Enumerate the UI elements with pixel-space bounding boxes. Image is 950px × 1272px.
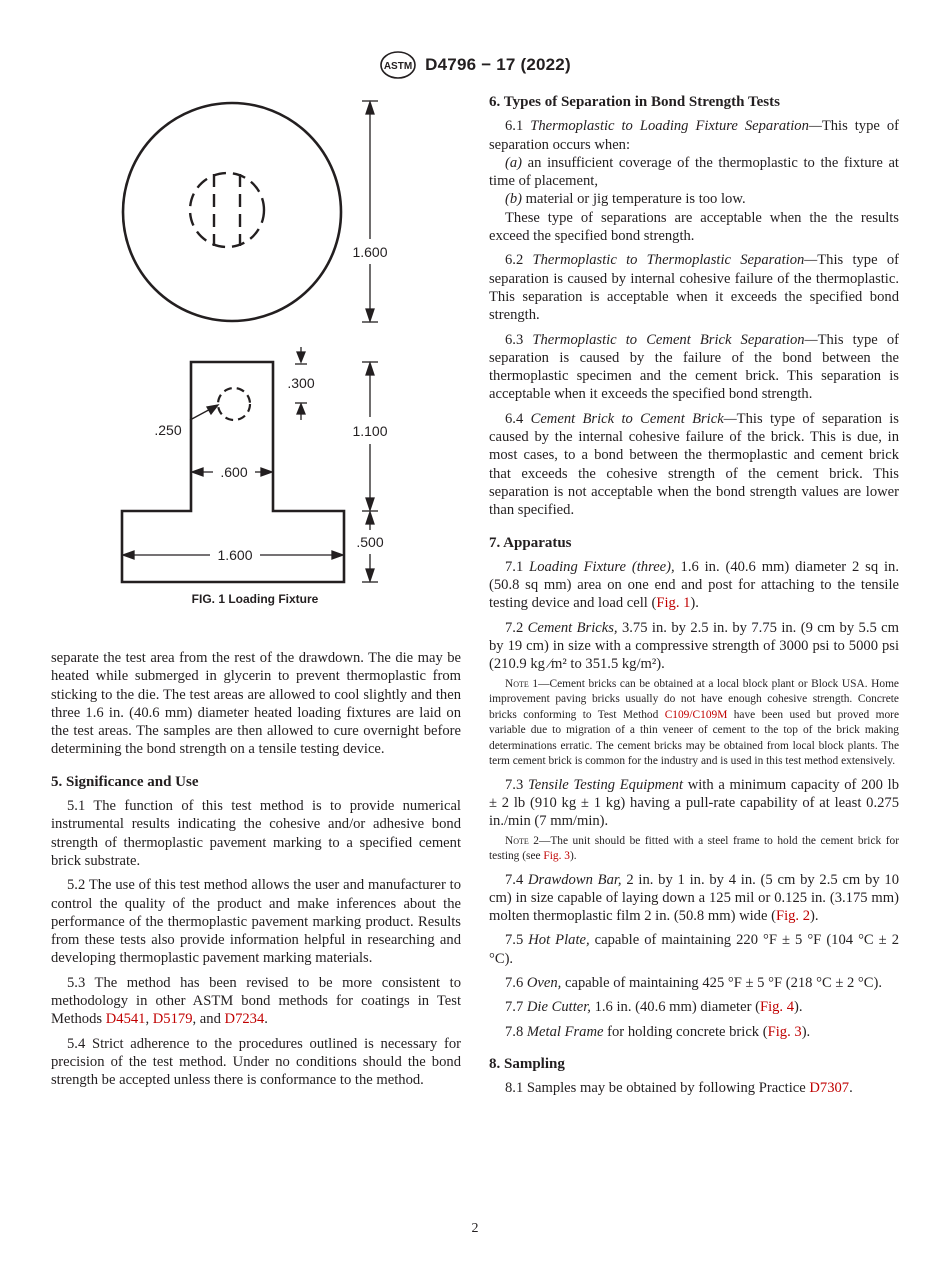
paragraph-5-4: 5.4 Strict adherence to the procedures outlined is necessary for precision of the test method. Under no conditions should the bond strength be accepted unless there is conformance to the method.	[51, 1035, 461, 1089]
paragraph-5-2: 5.2 The use of this test method allows the user and manufacturer to control the quality of the product and make inferences about the performance of the thermoplastic pavement marking product. Results from these tests also provide information helpful in researching and developing thermoplastic pavement marking materials.	[51, 877, 461, 967]
post-outline-dashed	[190, 173, 264, 247]
paragraph-6-1-c: These type of separations are acceptable when the the results exceed the specified bond strength.	[489, 209, 899, 245]
ref-fig-3-note[interactable]: Fig. 3	[543, 850, 570, 862]
ref-fig-3[interactable]: Fig. 3	[767, 1023, 802, 1040]
paragraph-6-2: 6.2 Thermoplastic to Thermoplastic Separation—This type of separation is caused by internal cohesive failure of the thermoplastic. This separation is acceptable when it exceeds the specified bond strength.	[489, 252, 899, 324]
page-header	[0, 50, 950, 80]
ref-d7234[interactable]: D7234	[224, 1011, 265, 1028]
section-5-heading: 5. Significance and Use	[51, 773, 199, 790]
paragraph-7-6: 7.6 Oven, capable of maintaining 425 °F ± 5 °F (218 °C ± 2 °C).	[505, 974, 883, 991]
paragraph-5-1: 5.1 The function of this test method is to provide numerical instrumental results indicating the cohesive and/or adhesive bond strength of thermoplastic pavement marking to a specified cement brick substrate.	[51, 798, 461, 869]
dim-hole-diameter: .250	[154, 422, 182, 438]
ref-d5179[interactable]: D5179	[152, 1011, 193, 1028]
dim-circle-height: 1.600	[352, 244, 388, 260]
paragraph-7-5: 7.5 Hot Plate, capable of maintaining 220 °F ± 5 °F (104 °C ± 2 °C).	[489, 932, 899, 967]
paragraph-7-2: 7.2 Cement Bricks, 3.75 in. by 2.5 in. by 7.75 in. (9 cm by 5.5 cm by 19 cm) in size with a compressive strength of 3000 psi to 5000 psi (210.9 kg ⁄m² to 351.5 kg/m²).	[489, 619, 899, 673]
dim-post-height: 1.100	[352, 423, 388, 439]
left-column	[51, 649, 461, 1090]
document-designation: D4796 − 17 (2022)	[425, 55, 571, 74]
paragraph-6-3: 6.3 Thermoplastic to Cement Brick Separation—This type of separation is caused by the failure of the bond between the thermoplastic specimen and the cement brick. This separation is acceptable when it exceeds the specified bond strength.	[489, 331, 900, 403]
ref-c109[interactable]: C109/C109M	[664, 708, 728, 721]
paragraph-7-7: 7.7 Die Cutter, 1.6 in. (40.6 mm) diameter (Fig. 4).	[505, 999, 803, 1016]
paragraph-5-3: 5.3 The method has been revised to be more consistent to methodology in other ASTM bond methods for coatings in Test Methods D4541, D5179, and D7234.	[51, 974, 461, 1028]
paragraph-7-4: 7.4 Drawdown Bar, 2 in. by 1 in. by 4 in. (5 cm by 2.5 cm by 10 cm) in size capable of laying down a 125 mil or 0.125 in. (3.175 mm) molten thermoplastic film 2 in. (50.8 mm) wide (Fig. 2).	[489, 871, 899, 925]
figure-caption: FIG. 1 Loading Fixture	[191, 592, 319, 606]
ref-fig-1[interactable]: Fig. 1	[656, 595, 691, 612]
ref-d4541[interactable]: D4541	[105, 1011, 146, 1028]
paragraph-7-1: 7.1 Loading Fixture (three), 1.6 in. (40.6 mm) diameter 2 sq in. (50.8 sq mm) area on one end and post for attaching to the tensile testing device and load cell (Fig. 1).	[489, 558, 899, 612]
logo-text: ASTM	[384, 61, 413, 72]
paragraph-6-4: 6.4 Cement Brick to Cement Brick—This type of separation is caused by the internal cohesive failure of the brick. This is due, in most cases, to a bond between the thermoplastic and cement brick that exceeds the cohesive strength of the cement brick. This separation is not acceptable when the bond strength values are lower than specified.	[489, 410, 899, 519]
ref-d7307[interactable]: D7307	[809, 1080, 850, 1097]
paragraph-8-1: 8.1 Samples may be obtained by following Practice D7307.	[505, 1080, 853, 1097]
paragraph-continued: separate the test area from the rest of the drawdown. The die may be heated while submerged in glycerin to prevent thermoplastic from sticking to the die. The test areas are allowed to cool slightly and then three 1.6 in. (40.6 mm) diameter heated loading fixtures are laid on the test areas. The samples are then allowed to cure overnight before determining the bond strength on a tensile testing device.	[51, 650, 461, 758]
dim-post-width: .600	[220, 464, 248, 480]
paragraph-6-1-b: (b) material or jig temperature is too low.	[505, 191, 746, 208]
fixture-top-view-circle	[123, 103, 341, 321]
dim-hole-offset: .300	[287, 375, 315, 391]
dim-base-width: 1.600	[217, 547, 253, 563]
section-7-heading: 7. Apparatus	[489, 534, 572, 551]
astm-logo-icon	[379, 50, 417, 80]
page-number: 2	[471, 1221, 479, 1236]
paragraph-6-1: 6.1 Thermoplastic to Loading Fixture Separation—This type of separation occurs when:	[489, 118, 900, 153]
section-6-heading: 6. Types of Separation in Bond Strength Tests	[489, 94, 780, 110]
fixture-hole-dashed	[218, 388, 250, 420]
ref-fig-4[interactable]: Fig. 4	[759, 999, 795, 1016]
section-8-heading: 8. Sampling	[489, 1055, 565, 1072]
paragraph-6-1-a: (a) an insufficient coverage of the thermoplastic to the fixture at time of placement,	[489, 154, 899, 190]
ref-fig-2[interactable]: Fig. 2	[775, 908, 811, 925]
paragraph-7-3: 7.3 Tensile Testing Equipment with a minimum capacity of 200 lb ± 2 lb (910 kg ± 1 kg) having a pull-rate capability of at least 0.275 in./min (7 mm/min).	[489, 776, 900, 830]
note-2: Note 2—The unit should be fitted with a steel frame to hold the cement brick for testing (see Fig. 3).	[489, 834, 899, 862]
right-column	[489, 93, 899, 1097]
loading-fixture-figure	[100, 92, 410, 612]
dim-base-height: .500	[356, 534, 384, 550]
paragraph-7-8: 7.8 Metal Frame for holding concrete brick (Fig. 3).	[505, 1023, 811, 1040]
note-1: Note 1—Cement bricks can be obtained at a local block plant or Block USA. Home improvement paving bricks usually do not have enough cohesive strength. Concrete bricks conforming to Test Method C109/C109M have been used but proved more variable due to migration of a thin veneer of cement to the top of the brick making determinations erratic. The cement bricks may be obtained from local block plants. The term cement brick is common for the industry and is used in this test method extensively.	[489, 677, 899, 768]
